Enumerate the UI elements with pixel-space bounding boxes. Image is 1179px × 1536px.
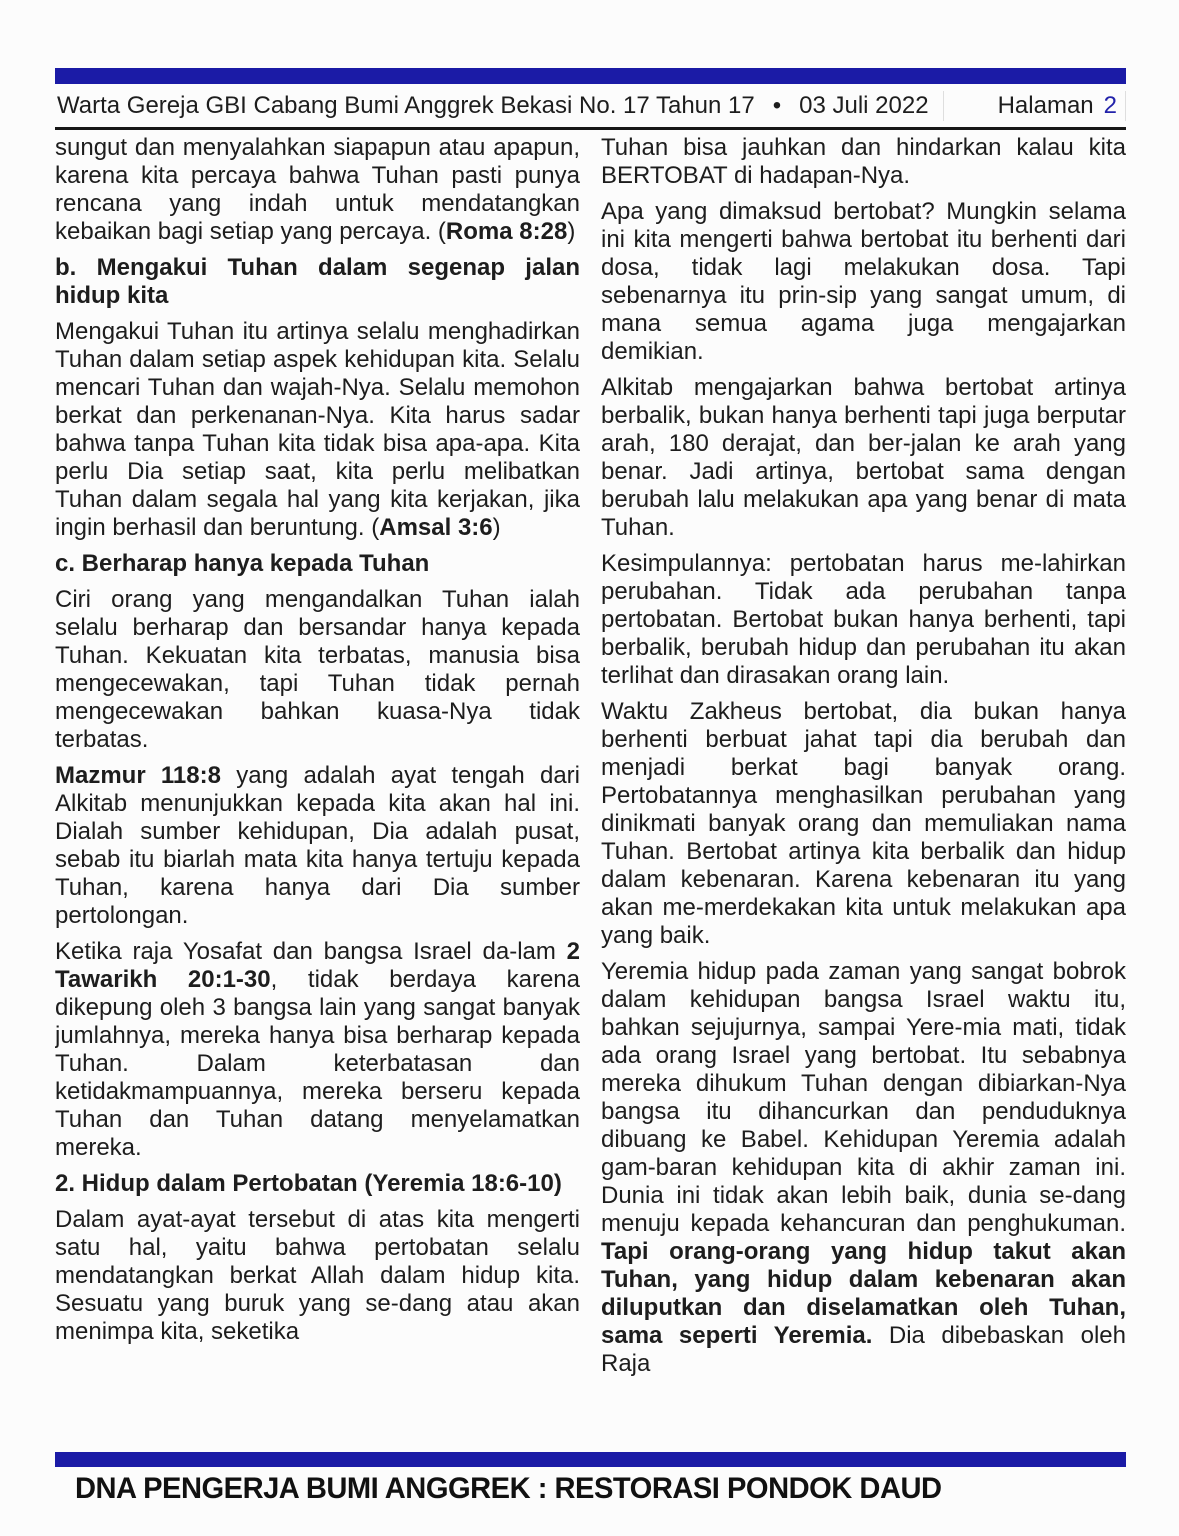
page-header <box>55 0 1126 130</box>
body-paragraph <box>55 586 580 754</box>
section-heading <box>55 1170 580 1198</box>
text-run: Ciri orang yang mengandalkan Tuhan ialah selalu berharap dan bersandar hanya kepada Tuhan. Kekuatan kita terbatas, manusia bisa mengecewakan, tapi Tuhan tidak pernah mengecewakan bahkan kuasa-Nya tidak terbatas. <box>55 586 580 753</box>
bold-text-run: Roma 8:28 <box>445 218 568 245</box>
body-paragraph <box>601 958 1126 1378</box>
text-run: Mengakui Tuhan itu artinya selalu menghadirkan Tuhan dalam setiap aspek kehidupan kita. Selalu mencari Tuhan dan wajah-Nya. Selalu memohon berkat dan perkenanan-Nya. Kita harus sadar bahwa tanpa Tuhan kita tidak bisa apa-apa. Kita perlu Dia setiap saat, kita perlu melibatkan Tuhan dalam segala hal yang kita kerjakan, jika ingin berhasil dan beruntung. ( <box>55 318 580 541</box>
masthead-bullet: • <box>772 92 782 119</box>
text-run: Tuhan bisa jauhkan dan hindarkan kalau kita BERTOBAT di hadapan-Nya. <box>601 134 1126 189</box>
page-number-cell <box>943 91 1126 121</box>
header-rule <box>55 127 1126 130</box>
body-paragraph <box>55 938 580 1162</box>
masthead-date: 03 Juli 2022 <box>799 92 929 119</box>
footer-title: DNA PENGERJA BUMI ANGGREK : RESTORASI PONDOK DAUD <box>75 1472 942 1505</box>
body-paragraph <box>55 318 580 542</box>
bold-text-run: Amsal 3:6 <box>379 514 493 541</box>
body-paragraph <box>601 374 1126 542</box>
body-paragraph <box>55 762 580 930</box>
bold-text-run: c. Berharap hanya kepada Tuhan <box>55 550 430 577</box>
text-run: Alkitab mengajarkan bahwa bertobat artinya berbalik, bukan hanya berhenti tapi juga berputar arah, 180 derajat, dan ber-jalan ke arah yang benar. Jadi artinya, bertobat sama dengan berubah lalu melakukan apa yang benar di mata Tuhan. <box>601 374 1126 541</box>
column-left <box>55 134 580 1450</box>
text-run: Dalam ayat-ayat tersebut di atas kita mengerti satu hal, yaitu bahwa pertobatan selalu mendatangkan berkat Allah dalam hidup kita. Sesuatu yang buruk yang se-dang atau akan menimpa kita, seketika <box>55 1206 580 1345</box>
section-heading <box>55 254 580 310</box>
text-run: Ketika raja Yosafat dan bangsa Israel da-lam <box>55 938 567 965</box>
text-run: Apa yang dimaksud bertobat? Mungkin selama ini kita mengerti bahwa bertobat itu berhenti dari dosa, tidak lagi melakukan dosa. Tapi sebenarnya itu prin-sip yang sangat umum, di mana semua agama juga mengajarkan demikian. <box>601 198 1126 365</box>
body-paragraph <box>55 1206 580 1346</box>
footer-accent-bar <box>55 1452 1126 1467</box>
text-run: ) <box>492 514 501 541</box>
body-paragraph <box>601 134 1126 190</box>
bold-text-run: Tapi orang-orang yang hidup takut akan Tuhan, yang hidup dalam kebenaran akan diluputkan dan diselamatkan oleh Tuhan, sama seperti Yeremia. <box>601 1238 1126 1349</box>
section-heading <box>55 550 580 578</box>
bold-text-run: 2. Hidup dalam Pertobatan (Yeremia 18:6-10) <box>55 1170 562 1197</box>
text-run: Yeremia hidup pada zaman yang sangat bobrok dalam kehidupan bangsa Israel waktu itu, bahkan sejujurnya, sampai Yere-mia mati, tidak ada orang Israel yang bertobat. Itu sebabnya mereka dihukum Tuhan dengan dibiarkan-Nya bangsa itu dihancurkan dan penduduknya dibuang ke Babel. Kehidupan Yeremia adalah gam-baran kehidupan kita di akhir zaman ini. Dunia ini tidak akan lebih baik, dunia se-dang menuju kepada kehancuran dan penghukuman. <box>601 958 1126 1237</box>
newsletter-masthead <box>57 91 929 121</box>
text-run: yang adalah ayat tengah dari Alkitab menunjukkan kepada kita akan hal ini. Dialah sumber kehidupan, Dia adalah pusat, sebab itu biarlah mata kita hanya tertuju kepada Tuhan, karena hanya dari Dia sumber pertolongan. <box>55 762 580 929</box>
masthead-title: Warta Gereja GBI Cabang Bumi Anggrek Bekasi No. 17 Tahun 17 <box>57 92 755 119</box>
page-number-value: 2 <box>1103 92 1117 119</box>
text-run: , tidak berdaya karena dikepung oleh 3 bangsa lain yang sangat banyak jumlahnya, mereka hanya bisa berharap kepada Tuhan. Dalam keterbatasan dan ketidakmampuannya, mereka berseru kepada Tuhan dan Tuhan datang menyelamatkan mereka. <box>55 966 580 1161</box>
body-paragraph <box>601 550 1126 690</box>
text-run: ) <box>567 218 576 245</box>
column-right <box>601 134 1126 1450</box>
bold-text-run: 2 Tawarikh 20:1-30 <box>55 938 580 993</box>
text-run: Kesimpulannya: pertobatan harus me-lahirkan perubahan. Tidak ada perubahan tanpa pertobatan. Bertobat bukan hanya berhenti, tapi berbalik, berubah hidup dan perubahan itu akan terlihat dan dirasakan orang lain. <box>601 550 1126 689</box>
bold-text-run: Mazmur 118:8 <box>55 762 221 789</box>
article-body <box>55 134 1126 1450</box>
text-run: Dia dibebaskan oleh Raja <box>601 1322 1126 1377</box>
body-paragraph <box>55 134 580 246</box>
text-run: Waktu Zakheus bertobat, dia bukan hanya berhenti berbuat jahat tapi dia berubah dan menjadi berkat bagi banyak orang. Pertobatannya menghasilkan perubahan yang dinikmati banyak orang dan memuliakan nama Tuhan. Bertobat artinya kita berbalik dan hidup dalam kebenaran. Karena kebenaran itu yang akan me-merdekakan kita untuk melakukan apa yang baik. <box>601 698 1126 949</box>
header-row <box>55 84 1126 127</box>
header-accent-bar <box>55 68 1126 84</box>
body-paragraph <box>601 198 1126 366</box>
bold-text-run: b. Mengakui Tuhan dalam segenap jalan hidup kita <box>55 254 580 309</box>
text-run: sungut dan menyalahkan siapapun atau apapun, karena kita percaya bahwa Tuhan pasti punya rencana yang indah untuk mendatangkan kebaikan bagi setiap yang percaya. ( <box>55 134 580 245</box>
body-paragraph <box>601 698 1126 950</box>
page-number-label: Halaman <box>997 92 1094 119</box>
